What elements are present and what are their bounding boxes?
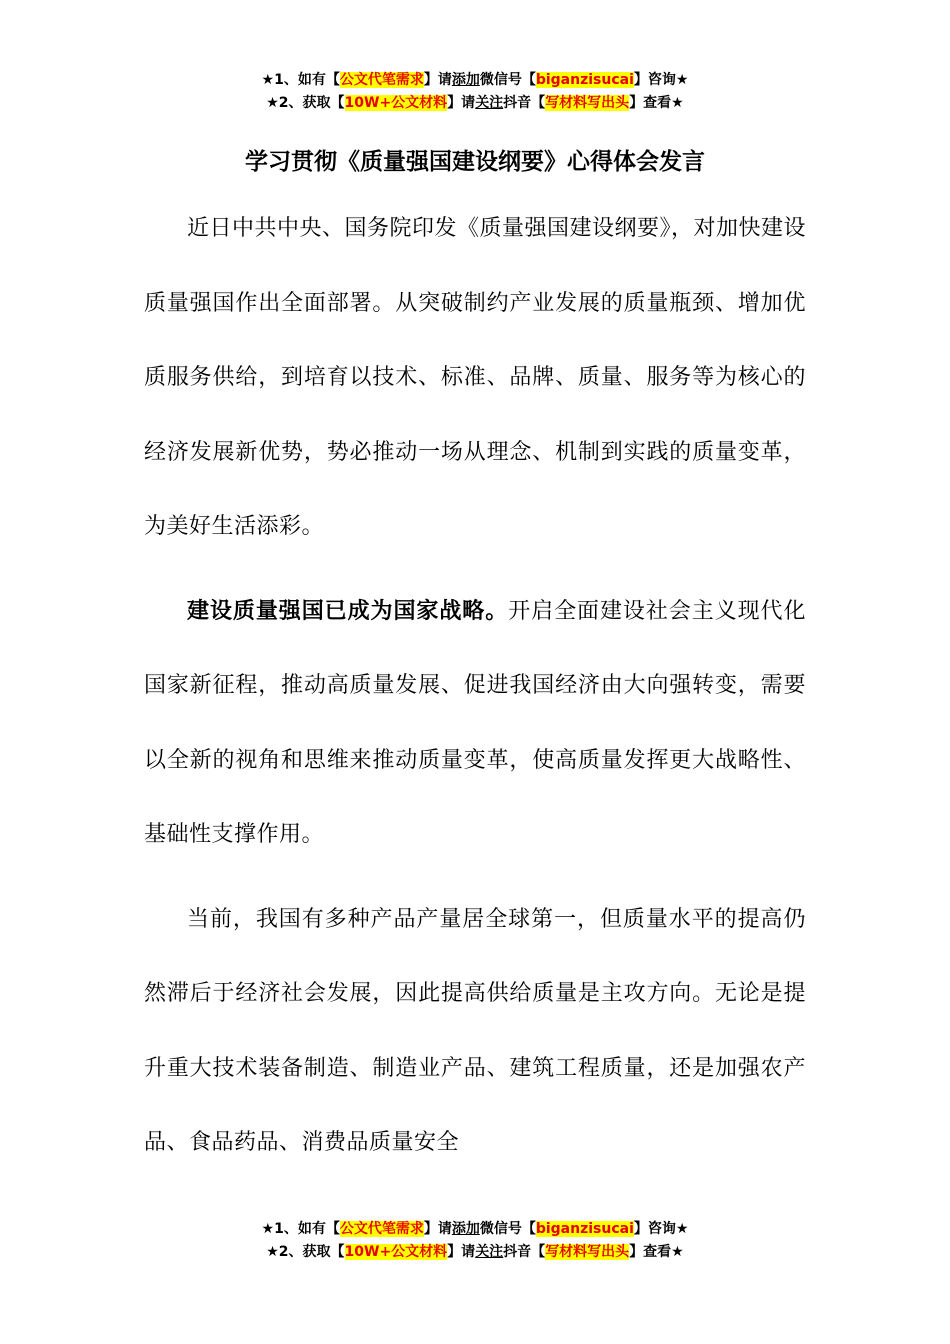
paragraph-2	[144, 575, 806, 873]
banner-underlined: 关注	[475, 95, 504, 111]
banner-highlight: biganzisucai	[535, 72, 634, 88]
banner-underlined: 关注	[475, 1244, 504, 1260]
banner-line-1	[0, 69, 950, 92]
banner-text: 抖音【	[503, 95, 546, 111]
banner-highlight: 10W+公文材料	[344, 1244, 448, 1260]
banner-highlight: 公文代笔需求	[339, 72, 424, 88]
banner-text: 】请	[423, 72, 452, 88]
banner-underlined: 添加	[451, 1221, 480, 1237]
banner-text: ★2、获取【	[266, 95, 345, 111]
banner-text: 】查看★	[629, 95, 684, 111]
paragraph-1	[144, 192, 806, 565]
banner-text: 】请	[423, 1221, 452, 1237]
banner-text: 】请	[447, 95, 476, 111]
banner-line-2	[0, 92, 950, 115]
banner-text: 】请	[447, 1244, 476, 1260]
footer-banner	[0, 1218, 950, 1264]
banner-text: 】咨询★	[633, 1221, 689, 1237]
banner-text: ★1、如有【	[261, 1221, 340, 1237]
paragraph-text: 当前，我国有多种产品产量居全球第一，但质量水平的提高仍然滞后于经济社会发展，因此提高供给质量是主攻方向。无论是提升重大技术装备制造、制造业产品、建筑工程质量，还是加强农产品、食品药品、消费品质量安全	[144, 906, 806, 1155]
banner-line-1	[0, 1218, 950, 1241]
banner-text: ★2、获取【	[266, 1244, 345, 1260]
banner-highlight: biganzisucai	[535, 1221, 634, 1237]
document-title: 学习贯彻《质量强国建设纲要》心得体会发言	[245, 149, 705, 175]
banner-highlight: 写材料写出头	[545, 95, 630, 111]
banner-text: 】咨询★	[633, 72, 689, 88]
banner-text: 微信号【	[479, 1221, 536, 1237]
paragraph-3	[144, 883, 806, 1181]
paragraph-text: 开启全面建设社会主义现代化国家新征程，推动高质量发展、促进我国经济由大向强转变，需要以全新的视角和思维来推动质量变革，使高质量发挥更大战略性、基础性支撑作用。	[144, 598, 806, 847]
banner-text: ★1、如有【	[261, 72, 340, 88]
paragraph-lead: 建设质量强国已成为国家战略。	[187, 598, 509, 624]
banner-underlined: 添加	[451, 72, 480, 88]
banner-text: 】查看★	[629, 1244, 684, 1260]
paragraph-text: 近日中共中央、国务院印发《质量强国建设纲要》，对加快建设质量强国作出全面部署。从突破制约产业发展的质量瓶颈、增加优质服务供给，到培育以技术、标准、品牌、质量、服务等为核心的经济发展新优势，势必推动一场从理念、机制到实践的质量变革，为美好生活添彩。	[144, 216, 807, 539]
banner-text: 微信号【	[479, 72, 536, 88]
banner-highlight: 10W+公文材料	[344, 95, 448, 111]
banner-text: 抖音【	[503, 1244, 546, 1260]
banner-highlight: 写材料写出头	[545, 1244, 630, 1260]
banner-highlight: 公文代笔需求	[339, 1221, 424, 1237]
banner-line-2	[0, 1241, 950, 1264]
header-banner	[0, 69, 950, 115]
document-body	[144, 192, 806, 1181]
